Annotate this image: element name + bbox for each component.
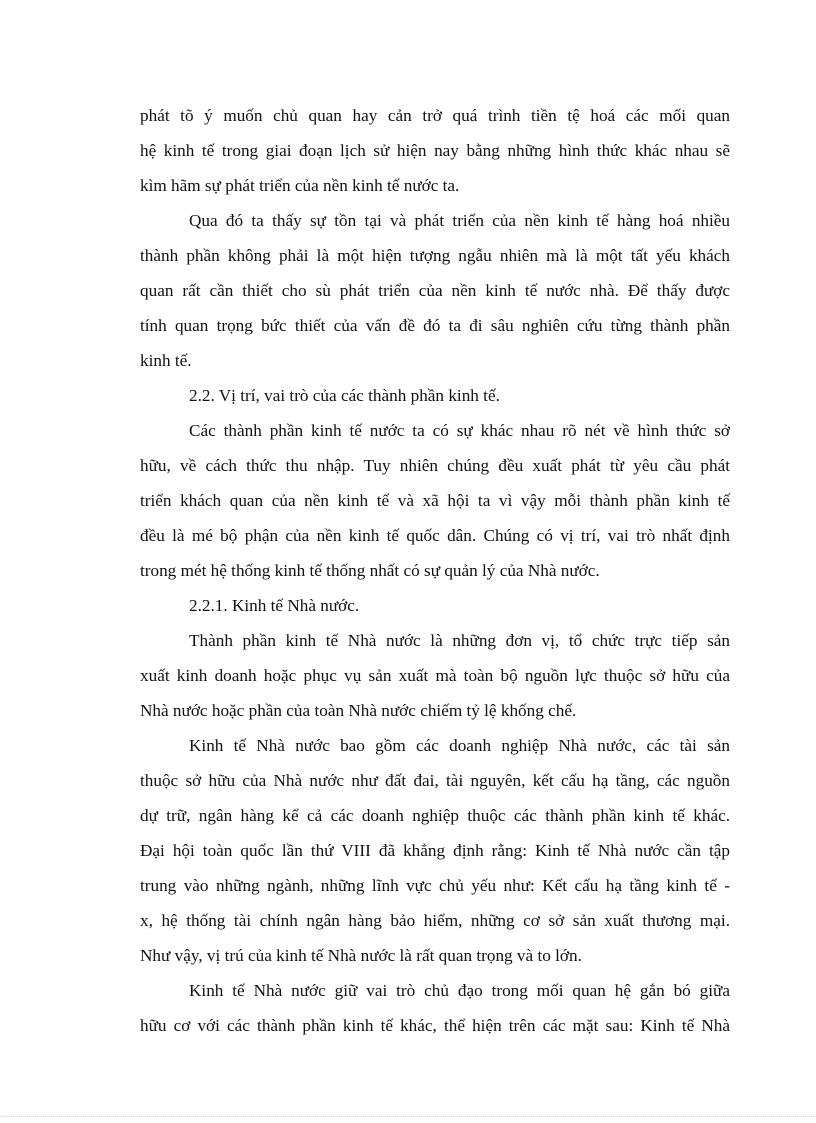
text-line: hữu cơ với các thành phần kinh tế khác, thể hiện trên các mặt sau: Kinh tế Nhà <box>140 1016 730 1035</box>
paragraph-start-line: Thành phần kinh tế Nhà nước là những đơn vị, tổ chức trực tiếp sản <box>189 631 730 650</box>
text-line: kinh tế. <box>140 351 192 370</box>
text-line: Như vậy, vị trú của kinh tế Nhà nước là rất quan trọng và to lớn. <box>140 946 582 965</box>
text-line: hữu, về cách thức thu nhập. Tuy nhiên chúng đều xuất phát từ yêu cầu phát <box>140 456 730 475</box>
text-line: phát tõ ý muốn chủ quan hay cản trở quá trình tiền tệ hoá các mối quan <box>140 106 730 125</box>
text-line: hệ kinh tế trong giai đoạn lịch sử hiện nay bằng những hình thức khác nhau sẽ <box>140 141 730 160</box>
text-line: tính quan trọng bức thiết của vấn đề đó ta đi sâu nghiên cứu từng thành phần <box>140 316 730 335</box>
paragraph-start-line: Kinh tế Nhà nước bao gồm các doanh nghiệp Nhà nước, các tài sản <box>189 736 730 755</box>
subsection-heading: 2.2.1. Kinh tế Nhà nước. <box>189 596 360 615</box>
paragraph-start-line: Kinh tế Nhà nước giữ vai trò chủ đạo trong mối quan hệ gắn bó giữa <box>189 981 730 1000</box>
text-line: xuất kinh doanh hoặc phục vụ sản xuất mà toàn bộ nguồn lực thuộc sở hữu của <box>140 666 730 685</box>
text-line: thành phần không phải là một hiện tượng ngẫu nhiên mà là một tất yếu khách <box>140 246 730 265</box>
page-bottom-dotted-rule <box>0 1116 816 1117</box>
text-line: Đại hội toàn quốc lần thứ VIII đã khẳng định rằng: Kinh tế Nhà nước cần tập <box>140 841 730 860</box>
text-line: quan rất cần thiết cho sù phát triển của nền kinh tế nước nhà. Để thấy được <box>140 281 730 300</box>
document-page <box>140 98 730 1043</box>
text-line: trong mét hệ thống kinh tế thống nhất có sự quản lý của Nhà nước. <box>140 561 600 580</box>
text-line: đều là mé bộ phận của nền kinh tế quốc dân. Chúng có vị trí, vai trò nhất định <box>140 526 730 545</box>
text-line: triển khách quan của nền kinh tế và xã hội ta vì vậy mỗi thành phần kinh tế <box>140 491 730 510</box>
text-line: trung vào những ngành, những lĩnh vực chủ yếu như: Kết cấu hạ tầng kinh tế - <box>140 876 730 895</box>
text-line: thuộc sở hữu của Nhà nước như đất đai, tài nguyên, kết cấu hạ tầng, các nguồn <box>140 771 730 790</box>
paragraph-start-line: Các thành phần kinh tế nước ta có sự khác nhau rõ nét về hình thức sở <box>189 421 730 440</box>
text-line: Nhà nước hoặc phần của toàn Nhà nước chiếm tỷ lệ khống chế. <box>140 701 577 720</box>
text-line: kìm hãm sự phát triển của nền kinh tế nước ta. <box>140 176 460 195</box>
text-line: dự trữ, ngân hàng kể cả các doanh nghiệp thuộc các thành phần kinh tế khác. <box>140 806 730 825</box>
paragraph-start-line: Qua đó ta thấy sự tồn tại và phát triển của nền kinh tế hàng hoá nhiều <box>189 211 730 230</box>
section-heading: 2.2. Vị trí, vai trò của các thành phần kinh tế. <box>189 386 500 405</box>
text-line: x, hệ thống tài chính ngân hàng bảo hiểm, những cơ sở sản xuất thương mại. <box>140 911 730 930</box>
